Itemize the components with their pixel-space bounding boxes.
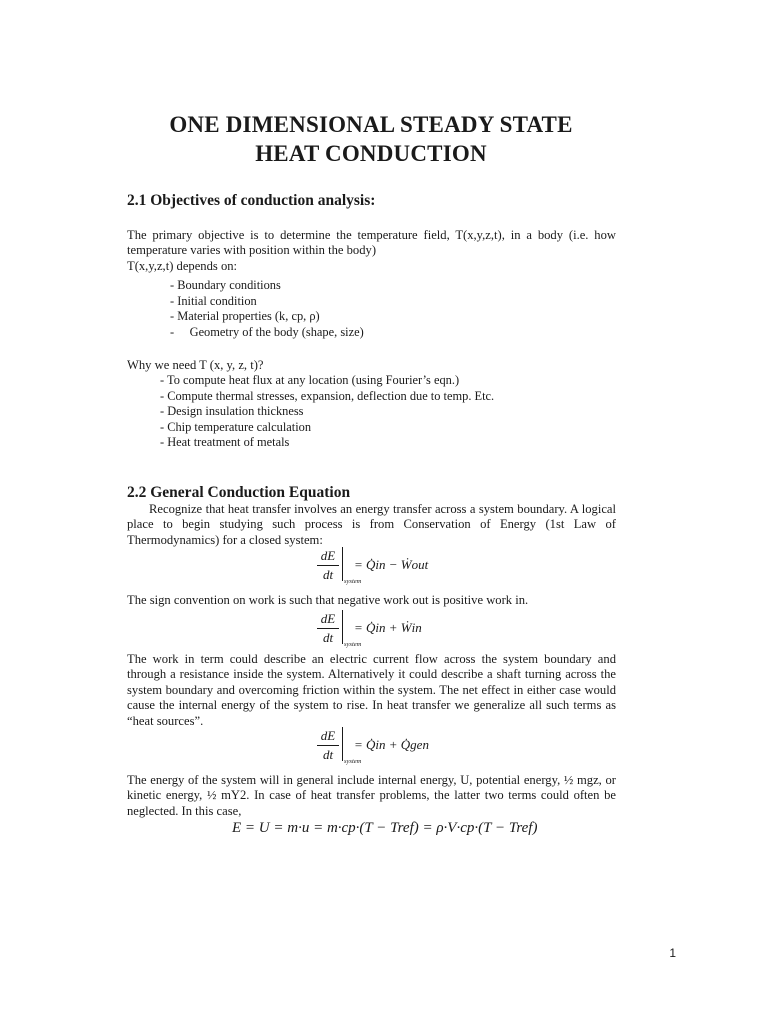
eq-2-rhs: = Q̇in + Ẇin — [354, 620, 422, 635]
section-2-2-heading: 2.2 General Conduction Equation — [127, 484, 351, 501]
sign-convention-text: The sign convention on work is such that negative work out is positive work in. — [127, 593, 529, 607]
page-number: 1 — [669, 946, 676, 960]
eq-lhs-subscript: system — [344, 578, 362, 585]
list-item: - Geometry of the body (shape, size) — [170, 324, 364, 339]
depends-on-text: T(x,y,z,t) depends on: — [127, 259, 238, 273]
energy-paragraph: The energy of the system will in general include internal energy, U, potential energy, ½ mgz, or kinetic energy, ½ mΥ2. In case of heat transfer problems, the latter two terms could often be neglected. In this case, — [127, 773, 616, 818]
list-item: - Boundary conditions — [170, 278, 281, 292]
eq-lhs-subscript: system — [344, 641, 362, 648]
eq-lhs-numerator: dE — [317, 547, 339, 566]
list-item: - Design insulation thickness — [160, 404, 304, 419]
eq-lhs-numerator: dE — [317, 610, 339, 629]
eq-lhs-denominator: dt — [322, 630, 334, 645]
why-question: Why we need T (x, y, z, t)? — [127, 358, 264, 372]
internal-energy-equation: E = U = m·u = m·cp·(T − Tref) = ρ·V·cp·(T − Tref) — [232, 820, 538, 836]
eq-lhs-subscript: system — [344, 758, 362, 765]
title-line-1: ONE DIMENSIONAL STEADY STATE — [169, 112, 573, 137]
eq-lhs-denominator: dt — [322, 567, 334, 582]
eq-lhs-denominator: dt — [322, 747, 334, 762]
list-item: - Initial condition — [170, 293, 257, 308]
list-item: - Heat treatment of metals — [160, 435, 290, 450]
list-item: - Chip temperature calculation — [160, 419, 312, 434]
objective-paragraph: The primary objective is to determine the temperature field, T(x,y,z,t), in a body (i.e. how temperature varies with position within the body) — [127, 228, 616, 258]
list-item: - Material properties (k, cp, ρ) — [170, 309, 320, 324]
depends-on-list — [170, 278, 364, 340]
why-list — [160, 373, 494, 451]
eq-3-rhs: = Q̇in + Q̇gen — [354, 737, 429, 752]
list-item: - Compute thermal stresses, expansion, deflection due to temp. Etc. — [160, 388, 495, 403]
eq-lhs-numerator: dE — [317, 727, 339, 746]
conservation-paragraph: Recognize that heat transfer involves an energy transfer across a system boundary. A logical place to begin studying such process is from Conservation of Energy (1st Law of Thermodynamics) for a closed system: — [127, 502, 616, 547]
section-2-1-heading: 2.1 Objectives of conduction analysis: — [127, 192, 376, 209]
eq-1-rhs: = Q̇in − Ẇout — [354, 557, 429, 572]
title-line-2: HEAT CONDUCTION — [255, 141, 487, 166]
work-paragraph: The work in term could describe an electric current flow across the system boundary and through a resistance inside the system. Alternatively it could describe a shaft turning across the system boundary and overcoming friction within the system. The net effect in either case would cause the internal energy of the system to rise. In heat transfer we generalize all such terms as “heat sources”. — [127, 652, 616, 728]
list-item: - To compute heat flux at any location (using Fourier’s eqn.) — [160, 373, 460, 387]
